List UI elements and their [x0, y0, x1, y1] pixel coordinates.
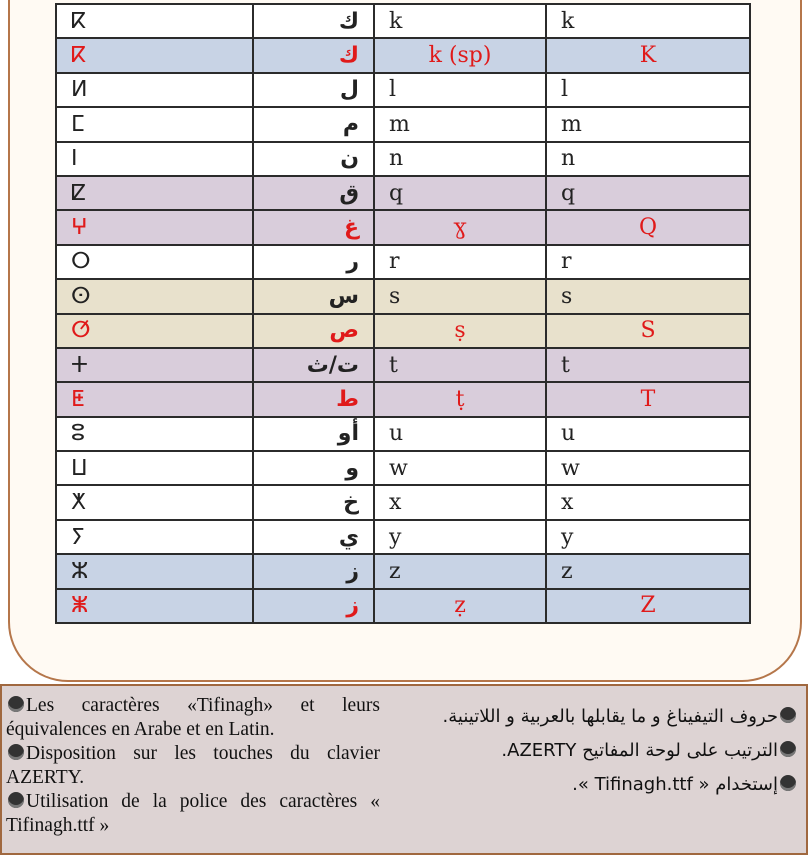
- latin-cell: z: [374, 554, 546, 588]
- latin-cell: ẓ: [374, 589, 546, 623]
- arabic-cell: خ: [253, 485, 374, 519]
- bullet-icon: [780, 741, 796, 757]
- bullet-icon: [8, 792, 24, 808]
- arabic-cell: ق: [253, 176, 374, 210]
- table-row: [56, 382, 750, 416]
- tifinagh-cell: ⵔ: [56, 245, 253, 279]
- keyboard-key-cell: u: [546, 417, 750, 451]
- arabic-cell: ز: [253, 589, 374, 623]
- arabic-cell: أو: [253, 417, 374, 451]
- keyboard-key-cell: t: [546, 348, 750, 382]
- arabic-cell: ي: [253, 520, 374, 554]
- latin-cell: m: [374, 107, 546, 141]
- latin-cell: x: [374, 485, 546, 519]
- latin-cell: ɣ: [374, 210, 546, 244]
- caption-arabic: [418, 700, 798, 802]
- table-row: [56, 142, 750, 176]
- tifinagh-cell: ⵚ: [56, 314, 253, 348]
- latin-cell: y: [374, 520, 546, 554]
- latin-cell: l: [374, 73, 546, 107]
- tifinagh-cell: ⴽ: [56, 4, 253, 38]
- arabic-cell: ن: [253, 142, 374, 176]
- tifinagh-cell: ⵜ: [56, 348, 253, 382]
- arabic-cell: ز: [253, 554, 374, 588]
- arabic-cell: غ: [253, 210, 374, 244]
- tifinagh-cell: ⵏ: [56, 142, 253, 176]
- bullet-icon: [780, 775, 796, 791]
- tifinagh-cell: ⵎ: [56, 107, 253, 141]
- tifinagh-cell: ⴽ: [56, 38, 253, 72]
- tifinagh-cell: ⵡ: [56, 451, 253, 485]
- keyboard-key-cell: r: [546, 245, 750, 279]
- table-row: [56, 520, 750, 554]
- table-row: [56, 176, 750, 210]
- latin-cell: ṣ: [374, 314, 546, 348]
- latin-cell: ṭ: [374, 382, 546, 416]
- tifinagh-cell: ⵅ: [56, 485, 253, 519]
- caption-box: [0, 684, 808, 855]
- tifinagh-cell: ⵍ: [56, 73, 253, 107]
- bullet-icon: [8, 744, 24, 760]
- table-row: [56, 485, 750, 519]
- keyboard-key-cell: T: [546, 382, 750, 416]
- bullet-icon: [8, 696, 24, 712]
- alphabet-table: [55, 3, 751, 624]
- arabic-cell: ك: [253, 38, 374, 72]
- table-row: [56, 279, 750, 313]
- caption-ar-3: إستخدام « Tifinagh.ttf ».: [418, 768, 798, 802]
- keyboard-key-cell: x: [546, 485, 750, 519]
- arabic-cell: و: [253, 451, 374, 485]
- arabic-cell: ص: [253, 314, 374, 348]
- keyboard-key-cell: Z: [546, 589, 750, 623]
- keyboard-key-cell: s: [546, 279, 750, 313]
- keyboard-key-cell: S: [546, 314, 750, 348]
- keyboard-key-cell: k: [546, 4, 750, 38]
- table-row: [56, 589, 750, 623]
- caption-fr-2: Disposition sur les touches du clavier AZERTY.: [6, 743, 380, 788]
- table-row: [56, 107, 750, 141]
- keyboard-key-cell: z: [546, 554, 750, 588]
- latin-cell: t: [374, 348, 546, 382]
- tifinagh-cell: ⵥ: [56, 589, 253, 623]
- arabic-cell: ط: [253, 382, 374, 416]
- latin-cell: k: [374, 4, 546, 38]
- table-row: [56, 314, 750, 348]
- table-row: [56, 245, 750, 279]
- keyboard-key-cell: K: [546, 38, 750, 72]
- table-row: [56, 451, 750, 485]
- keyboard-key-cell: q: [546, 176, 750, 210]
- tifinagh-cell: ⵖ: [56, 210, 253, 244]
- latin-cell: r: [374, 245, 546, 279]
- tifinagh-cell: ⵣ: [56, 554, 253, 588]
- latin-cell: u: [374, 417, 546, 451]
- tifinagh-cell: ⵟ: [56, 382, 253, 416]
- latin-cell: q: [374, 176, 546, 210]
- caption-ar-1: حروف التيفيناغ و ما يقابلها بالعربية و اللاتينية.: [418, 700, 798, 734]
- arabic-cell: س: [253, 279, 374, 313]
- arabic-cell: ل: [253, 73, 374, 107]
- keyboard-key-cell: y: [546, 520, 750, 554]
- keyboard-key-cell: w: [546, 451, 750, 485]
- table-row: [56, 38, 750, 72]
- arabic-cell: ك: [253, 4, 374, 38]
- arabic-cell: ر: [253, 245, 374, 279]
- tifinagh-cell: ⵢ: [56, 520, 253, 554]
- keyboard-key-cell: n: [546, 142, 750, 176]
- tifinagh-cell: ⵓ: [56, 417, 253, 451]
- latin-cell: k (sp): [374, 38, 546, 72]
- table-row: [56, 417, 750, 451]
- caption-french: [6, 694, 380, 838]
- keyboard-key-cell: Q: [546, 210, 750, 244]
- table-row: [56, 4, 750, 38]
- tifinagh-cell: ⵇ: [56, 176, 253, 210]
- arabic-cell: ت/ث: [253, 348, 374, 382]
- table-body: [56, 4, 750, 623]
- table-row: [56, 348, 750, 382]
- tifinagh-cell: ⵙ: [56, 279, 253, 313]
- table-row: [56, 210, 750, 244]
- latin-cell: n: [374, 142, 546, 176]
- bullet-icon: [780, 707, 796, 723]
- caption-fr-3: Utilisation de la police des caractères « Tifinagh.ttf »: [6, 791, 380, 836]
- arabic-cell: م: [253, 107, 374, 141]
- keyboard-key-cell: l: [546, 73, 750, 107]
- keyboard-key-cell: m: [546, 107, 750, 141]
- table-row: [56, 554, 750, 588]
- caption-fr-1: Les caractères «Tifinagh» et leurs équivalences en Arabe et en Latin.: [6, 695, 380, 740]
- caption-ar-2: الترتيب على لوحة المفاتيح AZERTY.: [418, 734, 798, 768]
- latin-cell: s: [374, 279, 546, 313]
- table-row: [56, 73, 750, 107]
- latin-cell: w: [374, 451, 546, 485]
